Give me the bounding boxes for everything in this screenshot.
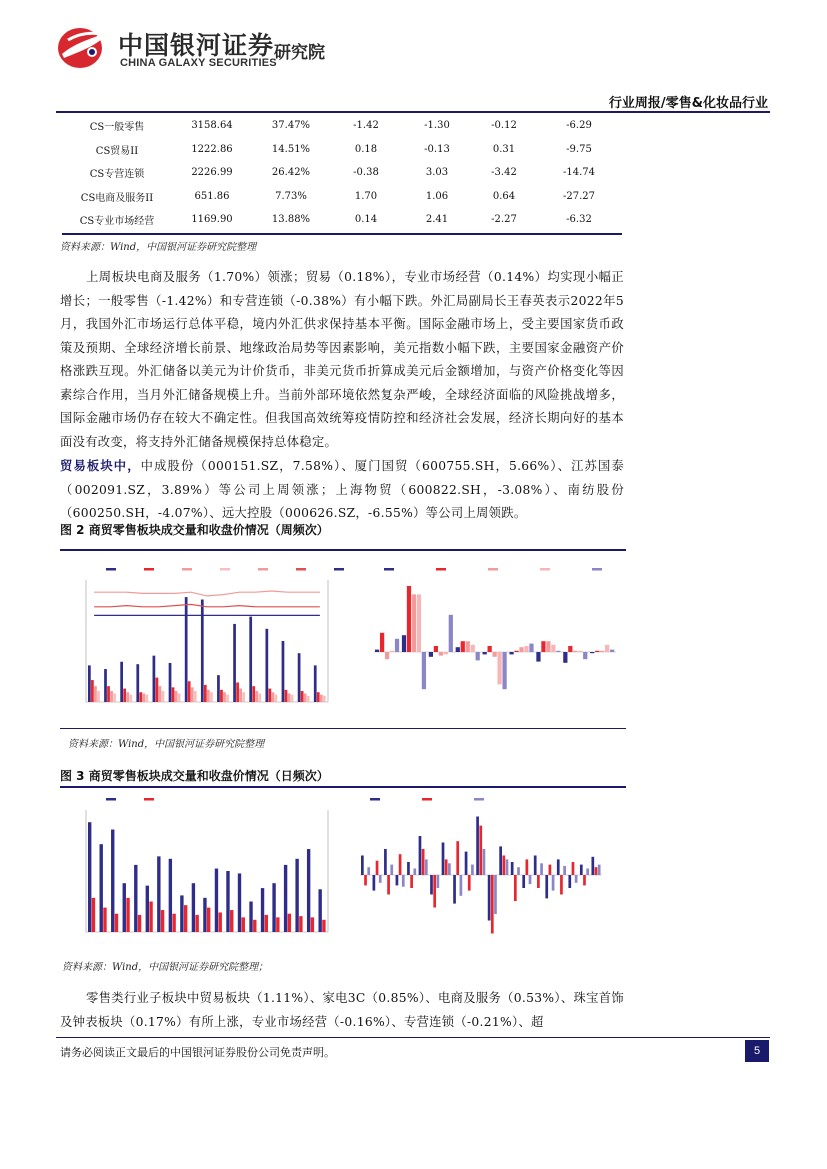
table-cell: -0.13	[424, 143, 450, 155]
volume-bar	[138, 915, 141, 932]
change-bar	[536, 652, 540, 662]
change-bar	[573, 651, 577, 652]
change-bar	[387, 875, 390, 895]
change-bar	[551, 645, 555, 652]
table-cell: -27.27	[562, 190, 595, 202]
volume-bar	[162, 691, 165, 702]
change-bar	[476, 817, 479, 876]
volume-bar	[136, 664, 139, 702]
table-bottom-rule	[62, 233, 622, 235]
table-cell: 37.47%	[271, 120, 311, 132]
change-bar	[557, 859, 560, 875]
volume-bar	[304, 693, 307, 702]
volume-bar	[161, 910, 164, 932]
change-bar	[541, 641, 545, 652]
volume-bar	[258, 693, 261, 702]
change-bar	[519, 647, 523, 652]
table-row	[62, 138, 622, 162]
paragraph-market: 上周板块电商及服务（1.70%）领涨；贸易（0.18%），专业市场经营（0.14%）均实现小幅正增长；一般零售（-1.42%）和专营连锁（-0.38%）有小幅下跌。外汇局副局长王春英表示2022年5月，我国外汇市场运行总体平稳，境内外汇供求保持基本平衡。国际金融市场上，受主要国家货币政策及预期、全球经济增长前景、地缘政治局势等因素影响，美元指数小幅下跌，主要国家金融资产价格涨跌互现。外汇储备以美元为计价货币，非美元货币折算成美元后金额增加，与资产价格变化等因素综合作用，当月外汇储备规模上升。当前外部环境依然复杂严峻，全球经济面临的风险挑战增多，国际金融市场仍存在较大不确定性。但我国高效统筹疫情防控和经济社会发展，经济长期向好的基本面没有改变，将支持外汇储备规模保持总体稳定。	[60, 270, 624, 449]
volume-bar	[88, 822, 91, 932]
volume-bar	[299, 916, 302, 932]
table-cell: CS电商及服务II	[80, 192, 154, 204]
table-cell: -1.42	[353, 120, 379, 132]
volume-bar	[253, 920, 256, 932]
legend-swatch	[370, 798, 380, 801]
volume-bar	[149, 902, 152, 933]
volume-bar	[307, 849, 310, 932]
figure2-right-chart	[360, 560, 622, 710]
change-bar	[545, 875, 548, 898]
change-bar	[364, 875, 367, 885]
volume-bar	[115, 914, 118, 932]
change-bar	[434, 646, 438, 652]
change-bar	[402, 875, 405, 887]
change-bar	[526, 859, 529, 875]
table-cell: 3.03	[425, 167, 449, 179]
volume-bar	[178, 693, 181, 702]
volume-bar	[272, 883, 275, 932]
change-bar	[436, 875, 439, 888]
volume-bar	[219, 912, 222, 932]
table-cell: -2.27	[491, 214, 517, 226]
change-bar	[546, 641, 550, 652]
legend-swatch	[106, 568, 116, 571]
change-bar	[390, 651, 394, 652]
volume-bar	[265, 629, 268, 702]
figure3-source: 资料来源：Wind，中国银河证券研究院整理；	[62, 962, 269, 973]
figure2-left-chart	[64, 560, 354, 720]
figure3-left-chart	[64, 790, 354, 950]
change-bar	[395, 639, 399, 652]
change-bar	[598, 865, 601, 875]
legend-swatch	[106, 798, 116, 801]
table-cell: CS一般零售	[89, 122, 145, 134]
footer-disclaimer: 请务必阅读正文最后的中国银河证券股份公司免责声明。	[60, 1046, 335, 1059]
change-bar	[471, 645, 475, 652]
legend-swatch	[258, 568, 268, 571]
volume-bar	[104, 669, 107, 702]
change-bar	[529, 875, 532, 884]
change-bar	[595, 867, 598, 875]
change-bar	[425, 859, 428, 875]
price-line	[94, 591, 320, 596]
change-bar	[483, 849, 486, 875]
logo-english-name: CHINA GALAXY SECURITIES	[120, 57, 277, 69]
legend-swatch	[474, 798, 484, 801]
volume-bar	[288, 914, 291, 932]
volume-bar	[126, 692, 129, 702]
volume-bar	[236, 682, 239, 702]
change-bar	[402, 635, 406, 652]
legend-swatch	[182, 568, 192, 571]
volume-bar	[184, 905, 187, 932]
table-cell: CS专业市场经营	[79, 216, 155, 228]
change-bar	[407, 586, 411, 652]
change-bar	[511, 862, 514, 875]
table-cell: 13.88%	[271, 214, 311, 226]
change-bar	[514, 651, 518, 652]
table-cell: 1169.90	[191, 214, 233, 226]
change-bar	[549, 865, 552, 875]
volume-bar	[134, 865, 137, 932]
volume-bar	[126, 898, 129, 932]
galaxy-logo-icon	[56, 24, 110, 70]
legend-swatch	[220, 568, 230, 571]
table-cell: 14.51%	[271, 143, 311, 155]
figure2-source: 资料来源：Wind，中国银河证券研究院整理	[68, 739, 265, 750]
change-bar	[367, 867, 370, 875]
change-bar	[456, 647, 460, 652]
change-bar	[502, 652, 506, 689]
price-line	[94, 604, 320, 606]
table-source: 资料来源：Wind，中国银河证券研究院整理	[60, 242, 257, 253]
change-bar	[384, 849, 387, 875]
volume-bar	[272, 692, 275, 702]
table-cell: -1.30	[424, 120, 450, 132]
volume-bar	[169, 859, 172, 932]
change-bar	[524, 646, 528, 652]
legend-swatch	[488, 568, 498, 571]
volume-bar	[301, 691, 304, 702]
change-bar	[453, 875, 456, 904]
volume-bar	[217, 675, 220, 702]
volume-bar	[175, 691, 178, 702]
volume-bar	[110, 691, 113, 702]
table-cell: 0.14	[354, 214, 378, 226]
volume-bar	[207, 908, 210, 932]
change-bar	[514, 875, 517, 901]
volume-bar	[255, 691, 258, 702]
change-bar	[385, 652, 389, 659]
volume-bar	[238, 873, 241, 932]
change-bar	[448, 863, 451, 875]
table-cell: 3158.64	[191, 120, 233, 132]
change-bar	[444, 652, 448, 654]
volume-bar	[156, 678, 159, 702]
figure2-bottom-rule	[60, 728, 626, 729]
change-bar	[488, 875, 491, 921]
change-bar	[449, 615, 453, 652]
volume-bar	[157, 856, 160, 932]
volume-bar	[226, 871, 229, 932]
change-bar	[361, 856, 364, 876]
table-cell: CS专营连锁	[89, 169, 145, 181]
table-cell: -14.74	[562, 167, 595, 179]
change-bar	[552, 875, 555, 891]
volume-bar	[242, 917, 245, 932]
volume-bar	[94, 686, 97, 702]
table-cell: 1.06	[425, 190, 449, 202]
volume-bar	[113, 693, 116, 702]
change-bar	[410, 875, 413, 888]
change-bar	[540, 863, 543, 875]
legend-swatch	[296, 568, 306, 571]
legend-swatch	[144, 568, 154, 571]
change-bar	[590, 652, 594, 653]
change-bar	[493, 652, 497, 657]
change-bar	[429, 652, 433, 657]
change-bar	[422, 849, 425, 875]
change-bar	[433, 875, 436, 908]
volume-bar	[323, 696, 326, 702]
volume-bar	[88, 665, 91, 702]
volume-bar	[322, 920, 325, 932]
volume-bar	[191, 687, 194, 702]
volume-bar	[97, 691, 100, 702]
volume-bar	[139, 692, 142, 702]
volume-bar	[252, 686, 255, 702]
volume-bar	[288, 693, 291, 702]
institute-label: 研究院	[274, 43, 325, 63]
change-bar	[522, 875, 525, 888]
change-bar	[591, 857, 594, 875]
change-bar	[396, 875, 399, 885]
volume-bar	[129, 695, 132, 702]
table-cell: 1222.86	[191, 143, 233, 155]
legend-swatch	[384, 568, 394, 571]
change-bar	[456, 841, 459, 875]
volume-bar	[146, 886, 149, 932]
paragraph-trade-lead: 贸易板块中，	[60, 458, 141, 473]
volume-bar	[188, 681, 191, 702]
paragraph-subsectors: 零售类行业子板块中贸易板块（1.11%）、家电3C（0.85%）、电商及服务（0.53%）、珠宝首饰及钟表板块（0.17%）有所上涨，专业市场经营（-0.16%）、专营连锁（-0.21%）、超	[60, 991, 624, 1029]
change-bar	[509, 652, 513, 654]
change-bar	[413, 869, 416, 876]
volume-bar	[111, 830, 114, 932]
volume-bar	[249, 617, 252, 702]
volume-bar	[320, 695, 323, 702]
volume-bar	[195, 915, 198, 932]
table-cell: -6.32	[566, 214, 592, 226]
volume-bar	[275, 695, 278, 702]
change-bar	[419, 836, 422, 875]
change-bar	[379, 875, 382, 883]
volume-bar	[314, 665, 317, 702]
change-bar	[375, 650, 379, 652]
volume-bar	[239, 689, 242, 702]
volume-bar	[298, 653, 301, 702]
change-bar	[534, 856, 537, 876]
volume-bar	[230, 910, 233, 932]
change-bar	[422, 652, 426, 689]
change-bar	[605, 645, 609, 652]
volume-bar	[159, 686, 162, 702]
volume-bar	[92, 898, 95, 932]
figure3-title: 图 3 商贸零售板块成交量和收盘价情况（日频次）	[60, 769, 329, 783]
report-type: 行业周报/零售&化妆品行业	[608, 96, 768, 111]
change-bar	[563, 866, 566, 875]
legend-swatch	[144, 798, 154, 801]
volume-bar	[291, 695, 294, 702]
change-bar	[583, 875, 586, 885]
index-table	[62, 114, 622, 232]
volume-bar	[282, 641, 285, 702]
table-row	[62, 161, 622, 185]
change-bar	[600, 651, 604, 652]
change-bar	[610, 650, 614, 652]
volume-bar	[210, 692, 213, 702]
change-bar	[502, 856, 505, 876]
change-bar	[560, 875, 563, 895]
change-bar	[483, 652, 487, 654]
legend-swatch	[436, 568, 446, 571]
change-bar	[471, 865, 474, 875]
change-bar	[479, 826, 482, 875]
volume-bar	[307, 696, 310, 702]
change-bar	[494, 875, 497, 914]
change-bar	[417, 594, 421, 652]
change-bar	[445, 859, 448, 875]
page-number: 5	[745, 1040, 769, 1062]
volume-bar	[233, 624, 236, 702]
volume-bar	[100, 844, 103, 932]
change-bar	[517, 867, 520, 875]
volume-bar	[103, 908, 106, 932]
body-text-1	[60, 266, 624, 526]
body-text-2	[60, 987, 624, 1034]
volume-bar	[269, 689, 272, 702]
volume-bar	[276, 917, 279, 932]
change-bar	[586, 869, 589, 876]
change-bar	[380, 633, 384, 652]
change-bar	[580, 865, 583, 875]
volume-bar	[107, 686, 110, 702]
volume-bar	[220, 690, 223, 702]
volume-bar	[192, 883, 195, 932]
change-bar	[373, 875, 376, 891]
volume-bar	[265, 915, 268, 932]
volume-bar	[284, 865, 287, 932]
table-cell: 2.41	[425, 214, 449, 226]
volume-bar	[261, 888, 264, 932]
change-bar	[412, 594, 416, 652]
change-bar	[488, 646, 492, 652]
change-bar	[468, 875, 471, 891]
volume-bar	[146, 695, 149, 702]
change-bar	[376, 861, 379, 875]
volume-bar	[203, 898, 206, 932]
volume-bar	[317, 692, 320, 702]
change-bar	[537, 875, 540, 888]
legend-swatch	[592, 568, 602, 571]
change-bar	[497, 652, 501, 684]
volume-bar	[180, 895, 183, 932]
change-bar	[595, 651, 599, 652]
volume-bar	[142, 693, 145, 702]
volume-bar	[242, 692, 245, 702]
table-cell: 0.64	[492, 190, 516, 202]
volume-bar	[123, 689, 126, 702]
table-cell: CS贸易II	[95, 145, 139, 157]
volume-bar	[285, 690, 288, 702]
change-bar	[556, 651, 560, 652]
change-bar	[442, 843, 445, 876]
figure2-title: 图 2 商贸零售板块成交量和收盘价情况（周频次）	[60, 523, 329, 537]
legend-swatch	[334, 568, 344, 571]
volume-bar	[295, 859, 298, 932]
volume-bar	[169, 663, 172, 702]
table-cell: -0.38	[353, 167, 379, 179]
volume-bar	[185, 597, 188, 702]
change-bar	[506, 859, 509, 875]
change-bar	[568, 875, 571, 888]
table-cell: -0.12	[491, 120, 517, 132]
volume-bar	[172, 687, 175, 702]
figure3-right-chart	[346, 790, 608, 950]
change-bar	[430, 875, 433, 895]
change-bar	[466, 641, 470, 652]
change-bar	[476, 652, 480, 660]
table-cell: 2226.99	[191, 167, 233, 179]
table-cell: 0.31	[492, 143, 516, 155]
paragraph-trade-body: 中成股份（000151.SZ，7.58%）、厦门国贸（600755.SH，5.66%）、江苏国泰（002091.SZ，3.89%）等公司上周领涨；上海物贸（600822.SH，-3.08%）、南纺股份（600250.SH，-4.07%）、远大控股（000626.SZ，-6.55%）等公司上周领跌。	[60, 459, 624, 520]
header-divider	[56, 111, 770, 113]
table-cell: -9.75	[566, 143, 592, 155]
change-bar	[583, 652, 587, 659]
volume-bar	[91, 680, 94, 702]
change-bar	[399, 854, 402, 875]
change-bar	[578, 651, 582, 652]
table-cell: 651.86	[194, 190, 230, 202]
volume-bar	[153, 656, 156, 702]
change-bar	[460, 875, 463, 896]
change-bar	[439, 652, 443, 656]
table-cell: 26.42%	[271, 167, 311, 179]
volume-bar	[204, 685, 207, 702]
change-bar	[390, 865, 393, 875]
table-row	[62, 208, 622, 232]
volume-bar	[120, 662, 123, 702]
change-bar	[499, 846, 502, 875]
logo-chinese-name: 中国银河证券	[118, 31, 275, 60]
legend-swatch	[422, 798, 432, 801]
volume-bar	[172, 914, 175, 932]
change-bar	[491, 875, 494, 934]
volume-bar	[318, 889, 321, 932]
table-cell: 1.70	[354, 190, 378, 202]
volume-bar	[249, 902, 252, 933]
volume-bar	[223, 692, 226, 702]
volume-bar	[311, 917, 314, 932]
change-bar	[572, 862, 575, 875]
table-cell: -3.42	[491, 167, 517, 179]
footer-divider	[56, 1037, 770, 1038]
table-row	[62, 185, 622, 209]
volume-bar	[226, 695, 229, 702]
change-bar	[461, 641, 465, 652]
change-bar	[529, 644, 533, 652]
volume-bar	[207, 690, 210, 702]
paragraph-trade	[60, 454, 624, 526]
table-cell: 0.18	[354, 143, 378, 155]
change-bar	[407, 862, 410, 875]
table-cell: 7.73%	[275, 190, 307, 202]
change-bar	[568, 646, 572, 652]
figure3-rule	[60, 786, 626, 788]
volume-bar	[194, 691, 197, 702]
change-bar	[575, 875, 578, 883]
volume-bar	[123, 883, 126, 932]
legend-swatch	[540, 568, 550, 571]
table-cell: -6.29	[566, 120, 592, 132]
change-bar	[465, 852, 468, 875]
volume-bar	[215, 869, 218, 932]
figure2-rule	[60, 549, 626, 551]
table-row	[62, 114, 622, 138]
change-bar	[563, 652, 567, 663]
